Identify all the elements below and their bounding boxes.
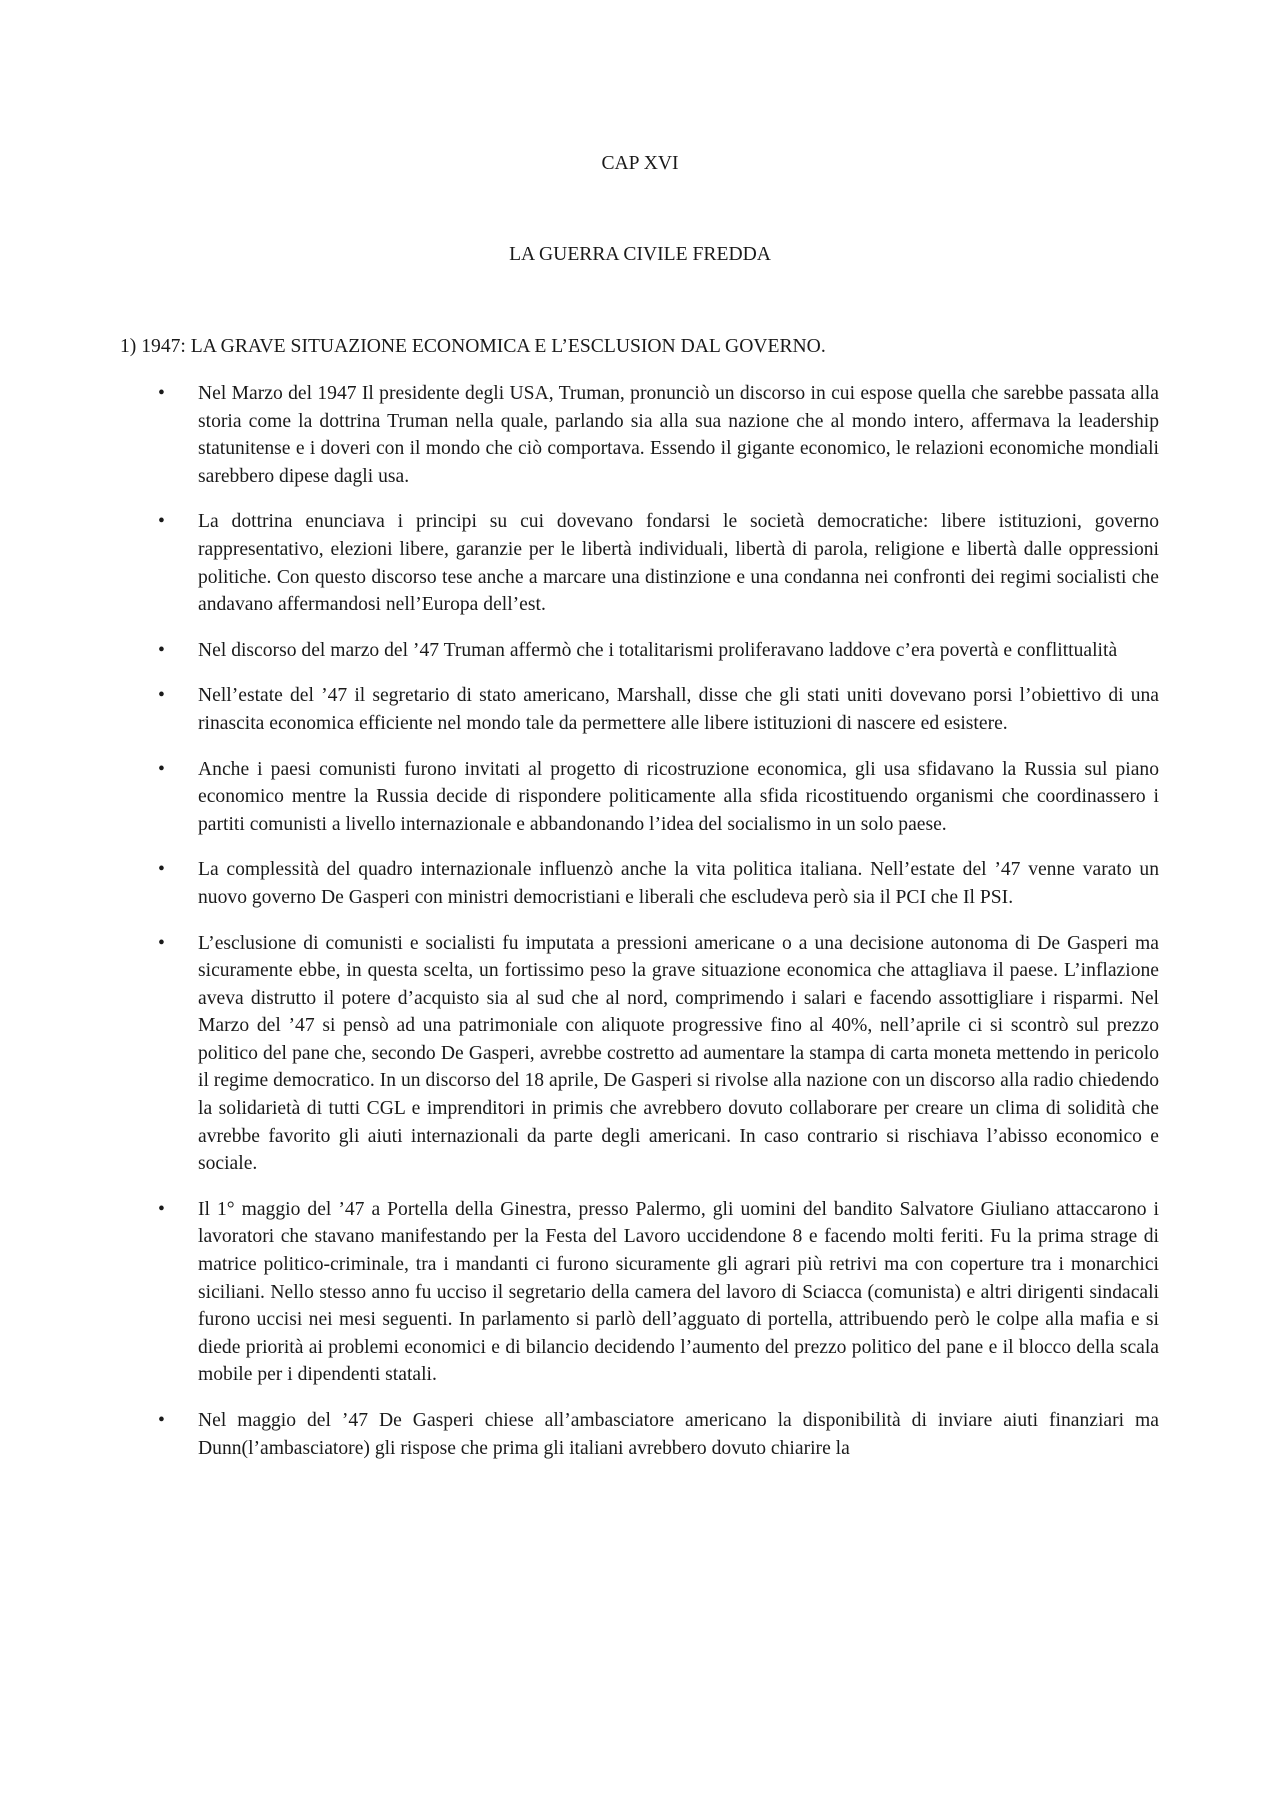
chapter-number: CAP XVI [601, 153, 679, 174]
paragraph: Nel Marzo del 1947 Il presidente degli USA, Truman, pronunciò un discorso in cui espose quella che sarebbe passata alla storia come la dottrina Truman nella quale, parlando sia alla sua nazione che al mondo intero, affermava la leadership statunitense e i doveri con il mondo che ciò comportava. Essendo il gigante economico, le relazioni economiche mondiali sarebbero dipese dagli usa. [198, 383, 1159, 487]
bullet-marker: • [158, 685, 165, 707]
list-item [0, 380, 1280, 490]
list-item [0, 682, 1280, 737]
paragraph: L’esclusione di comunisti e socialisti fu imputata a pressioni americane o a una decisione autonoma di De Gasperi ma sicuramente ebbe, in questa scelta, un fortissimo peso la grave situazione economica che attagliava il paese. L’inflazione aveva distrutto il potere d’acquisto sia al sud che al nord, comprimendo i salari e facendo assottigliare i risparmi. Nel Marzo del ’47 si pensò ad una patrimoniale con aliquote progressive fino al 40%, nell’aprile ci si scontrò sul prezzo politico del pane che, secondo De Gasperi, avrebbe costretto ad aumentare la stampa di carta moneta mettendo in pericolo il regime democratico. In un discorso del 18 aprile, De Gasperi si rivolse alla nazione con un discorso alla radio chiedendo la solidarietà di tutti CGL e imprenditori in primis che avrebbero dovuto collaborare per creare un clima di solidità che avrebbe favorito gli aiuti internazionali da parte degli americani. In caso contrario si rischiava l’abisso economico e sociale. [198, 932, 1159, 1175]
paragraph: La complessità del quadro internazionale influenzò anche la vita politica italiana. Nell’estate del ’47 venne varato un nuovo governo De Gasperi con ministri democristiani e liberali che escludeva però sia il PCI che Il PSI. [198, 859, 1159, 908]
list-item [0, 508, 1280, 618]
paragraph: La dottrina enunciava i principi su cui dovevano fondarsi le società democratiche: libere istituzioni, governo rappresentativo, elezioni libere, garanzie per le libertà individuali, libertà di parola, religione e libertà dalle oppressioni politiche. Con questo discorso tese anche a marcare una distinzione e una condanna nei confronti dei regimi socialisti che andavano affermandosi nell’Europa dell’est. [198, 511, 1159, 616]
bullet-marker: • [158, 932, 165, 954]
section-heading: 1) 1947: LA GRAVE SITUAZIONE ECONOMICA E L’ESCLUSION DAL GOVERNO. [120, 336, 826, 357]
paragraph: Anche i paesi comunisti furono invitati al progetto di ricostruzione economica, gli usa sfidavano la Russia sul piano economico mentre la Russia decide di rispondere politicamente alla sfida ricostituendo organismi che coordinassero i partiti comunisti a livello internazionale e abbandonando l’idea del socialismo in un solo paese. [198, 758, 1159, 835]
list-item [0, 637, 1280, 665]
paragraph: Nel maggio del ’47 De Gasperi chiese all’ambasciatore americano la disponibilità di inviare aiuti finanziari ma Dunn(l’ambasciatore) gli rispose che prima gli italiani avrebbero dovuto chiarire la [198, 1410, 1159, 1459]
list-item [0, 856, 1280, 911]
bullet-marker: • [158, 1198, 165, 1220]
paragraph: Il 1° maggio del ’47 a Portella della Ginestra, presso Palermo, gli uomini del bandito Salvatore Giuliano attaccarono i lavoratori che stavano manifestando per la Festa del Lavoro uccidendone 8 e facendo molti feriti. Fu la prima strage di matrice politico-criminale, tra i mandanti ci furono sicuramente gli agrari più retrivi ma con coperture tra i monarchici siciliani. Nello stesso anno fu ucciso il segretario della camera del lavoro di Sciacca (comunista) e altri dirigenti sindacali furono uccisi nei mesi seguenti. In parlamento si parlò dell’agguato di portella, attribuendo però le colpe alla mafia e si diede priorità ai problemi economici e di bilancio decidendo l’aumento del prezzo politico del pane e il blocco della scala mobile per i dipendenti statali. [198, 1198, 1159, 1386]
list-item [0, 1196, 1280, 1389]
bullet-marker: • [158, 758, 165, 780]
chapter-title: LA GUERRA CIVILE FREDDA [509, 244, 771, 265]
bullet-marker: • [158, 639, 165, 661]
list-item [0, 1407, 1280, 1462]
list-item [0, 756, 1280, 839]
bullet-marker: • [158, 1410, 165, 1431]
list-item [0, 930, 1280, 1178]
paragraph: Nel discorso del marzo del ’47 Truman affermò che i totalitarismi proliferavano laddove c’era povertà e conflittualità [198, 639, 1118, 661]
bullet-marker: • [158, 859, 165, 881]
bullet-marker: • [158, 511, 165, 533]
paragraph: Nell’estate del ’47 il segretario di stato americano, Marshall, disse che gli stati uniti dovevano porsi l’obiettivo di una rinascita economica efficiente nel mondo tale da permettere alle libere istituzioni di nascere ed esistere. [198, 685, 1159, 734]
bullet-marker: • [158, 383, 165, 404]
bullet-list [0, 380, 1280, 1480]
